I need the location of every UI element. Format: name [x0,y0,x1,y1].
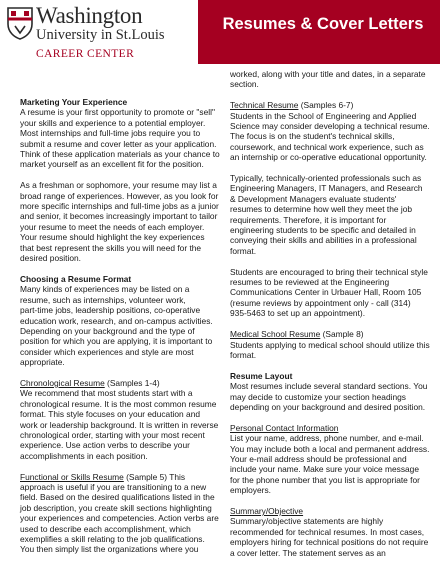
logo-wordmark-line3: CAREER CENTER [36,48,135,60]
continued-paragraph: worked, along with your title and dates, in a separate section. [230,69,426,90]
logo-wordmark-line2: University in St.Louis [36,27,165,43]
layout-section [230,371,430,413]
technical-samples: (Samples 6-7) [298,100,354,111]
medical-samples: (Sample 8) [320,329,364,340]
layout-heading: Resume Layout [230,370,293,381]
marketing-paragraph-2: As a freshman or sophomore, your resume may list a broad range of experiences. However, as you look for more specific internships and full-time jobs as a junior and senior, it becomes increasingly important to tailor your resume to meet the needs of each employer. Your resume should highlight the key experiences that best represent the skills you will need for the desired position. [20,180,219,264]
choosing-heading: Choosing a Resume Format [20,273,132,284]
right-column [230,69,430,568]
technical-heading [230,100,430,110]
university-logo [6,4,201,62]
technical-resume-link[interactable]: Technical Resume [230,100,299,111]
chronological-resume-link[interactable]: Chronological Resume [20,377,105,388]
technical-paragraph-3: Students are encouraged to bring their technical style resumes to be reviewed at the Engineering Communications Center in Urbauer Hall, Room 105 (resume reviews by appointment only - call (314) 935-5463 to set up an appointment). [230,266,428,319]
medical-section [230,329,430,360]
technical-paragraph-1: Students in the School of Engineering and Applied Science may consider developing a technical resume. The focus is on the student's technical skills, coursework, and technical work experience, such as an internship or co-operative educational opportunity. [230,110,430,163]
choosing-section [20,274,220,368]
contact-section [230,423,430,496]
marketing-section [20,97,220,170]
technical-paragraph-2: Typically, technically-oriented professionals such as Engineering Managers, IT Managers, and Research & Development Managers evaluate students' resumes to determine how well they meet the job requirements. Therefore, it is important for engineering students to be specific and detailed in conveying their skills and abilities in a professional format. [230,173,423,256]
title-banner [198,0,440,64]
summary-section [230,506,430,558]
marketing-heading: Marketing Your Experience [20,97,128,107]
chronological-heading [20,378,220,388]
contact-paragraph: List your name, address, phone number, and e-mail. You may include both a local and permanent address. Your e-mail address should be professional and include your name. Make sure your voice message for the phone number that you list is appropriate for employers. [230,433,430,496]
medical-heading [230,329,430,339]
summary-paragraph: Summary/objective statements are highly recommended for technical resumes. In most cases, employers hiring for technical positions do not require a cover letter. The statement serves as an [230,516,429,558]
summary-heading-link[interactable]: Summary/Objective [230,505,304,516]
layout-paragraph: Most resumes include several standard sections. You may decide to customize your section headings depending on your background and desired position. [230,381,428,412]
contact-heading-link[interactable]: Personal Contact Information [230,422,339,433]
shield-crest-icon [6,6,34,40]
page-title: Resumes & Cover Letters [222,15,424,33]
functional-section [20,472,220,555]
marketing-section-2 [20,180,220,263]
page-header [0,0,440,64]
choosing-paragraph: Many kinds of experiences may be listed on a resume, such as internships, volunteer work, part-time jobs, leadership positions, co-operative education work, research, and on-campus activities. Depending on your background and the type of position for which you are applying, it is important to consider which experiences and style are most appropriate. [20,284,213,368]
technical-section-2 [230,173,430,256]
continued-section [230,69,430,90]
functional-heading [20,472,220,482]
medical-paragraph: Students applying to medical school should utilize this format. [230,339,430,360]
technical-section [230,100,430,162]
logo-wordmark-line1: Washington [36,3,143,28]
functional-resume-link[interactable]: Functional or Skills Resume [20,471,124,482]
chronological-paragraph: We recommend that most students start with a chronological resume. It is the most common resume format. This style focuses on your education and work or leadership background. It is written in reverse chronological order, starting with your most recent experience. Use action verbs to describe your accomplishments in each position. [20,388,219,461]
marketing-paragraph-1: A resume is your first opportunity to promote or "sell" your skills and experience to a potential employer. Most internships and full-time jobs require you to submit a resume and cover letter as your application. Think of these application materials as your chance to market yourself as an excellent fit for the position. [20,107,220,170]
chronological-section [20,378,220,461]
medical-resume-link[interactable]: Medical School Resume [230,329,321,340]
technical-section-3 [230,267,430,319]
functional-samples: (Sample 5) This [123,471,186,482]
left-column [20,97,220,565]
chronological-samples: (Samples 1-4) [104,377,160,388]
functional-paragraph: approach is useful if you are transitioning to a new field. Based on the desired qualifications listed in the job description, you create skill sections highlighting your experiences and competencies. Action verbs are used to describe each accomplishment, which exemplifies a skill relating to the job qualifications. You then simply list the organizations where you [20,481,219,555]
